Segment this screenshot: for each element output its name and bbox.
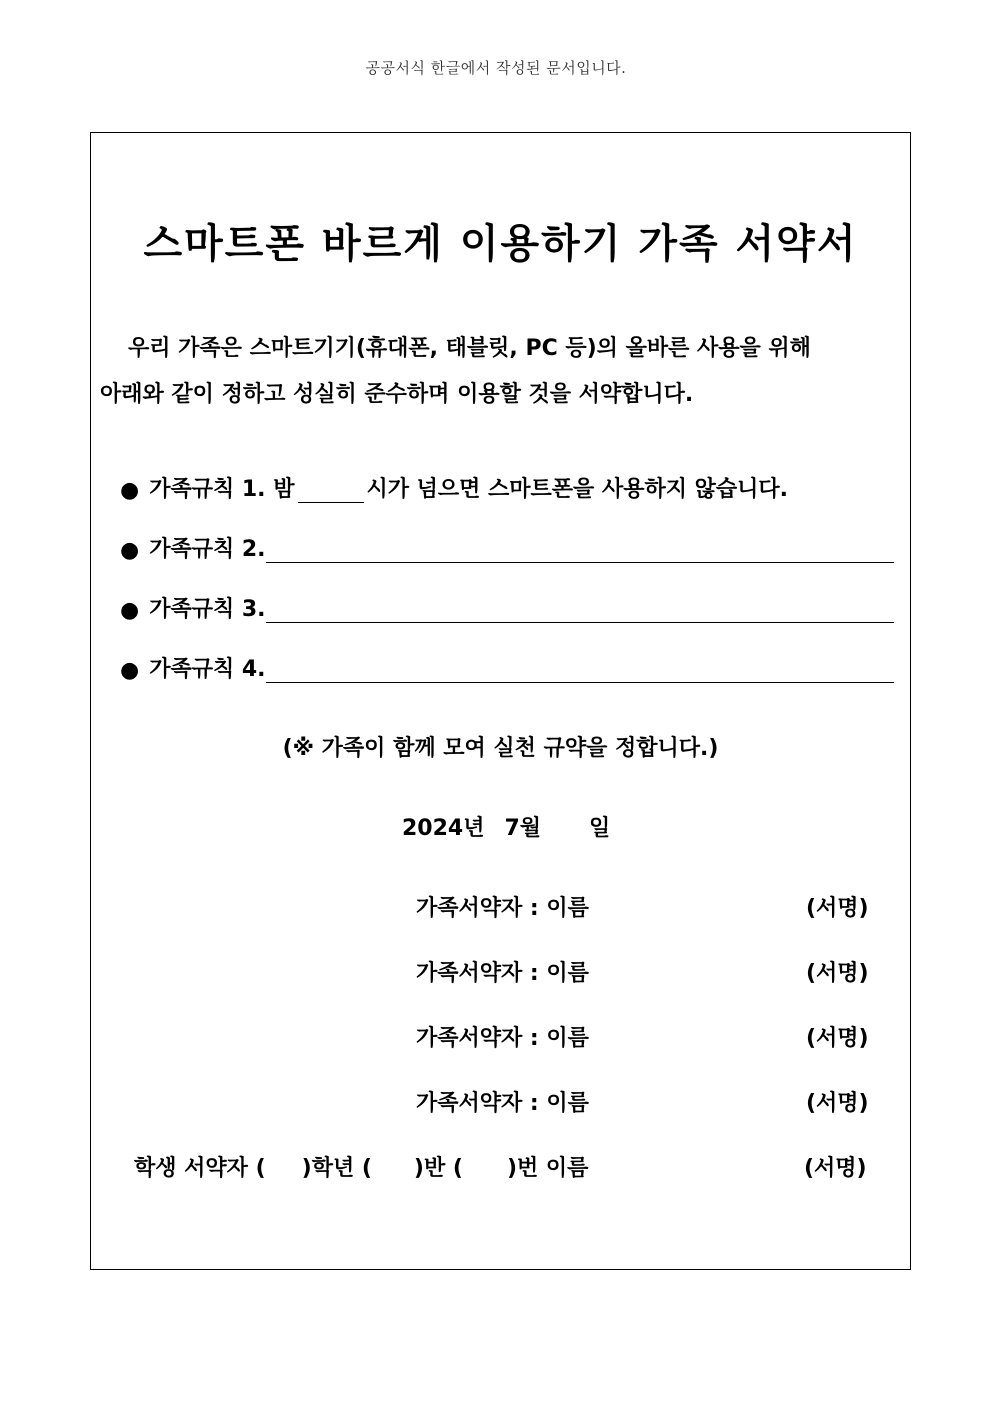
- rule-1-hour-blank[interactable]: [298, 480, 364, 503]
- student-grade-label: )학년 (: [301, 1156, 372, 1181]
- intro-line-2: 아래와 같이 정하고 성실히 준수하며 이용할 것을 서약합니다.: [100, 382, 694, 407]
- family-signer-2-signature[interactable]: (서명): [806, 961, 869, 986]
- rule-3-label: 가족규칙 3.: [149, 597, 266, 622]
- bullet-icon: ●: [120, 538, 140, 563]
- rule-2-label: 가족규칙 2.: [149, 537, 266, 562]
- family-rule-2: [120, 532, 894, 563]
- sign-date: [402, 811, 610, 842]
- family-signer-1: 가족서약자 : 이름: [416, 896, 589, 921]
- rule-2-blank[interactable]: [266, 540, 894, 563]
- header-note: 공공서식 한글에서 작성된 문서입니다.: [365, 59, 627, 77]
- rule-4-label: 가족규칙 4.: [149, 657, 266, 682]
- family-signer-3: 가족서약자 : 이름: [416, 1026, 589, 1051]
- family-signer-3-signature[interactable]: (서명): [806, 1026, 869, 1051]
- family-signer-4-signature[interactable]: (서명): [806, 1091, 869, 1116]
- student-class-label: )반 (: [413, 1156, 463, 1181]
- page-title: 스마트폰 바르게 이용하기 가족 서약서: [143, 221, 858, 267]
- date-month: 7월: [504, 816, 542, 841]
- intro-line-1: 우리 가족은 스마트기기(휴대폰, 태블릿, PC 등)의 올바른 사용을 위해: [128, 336, 811, 361]
- date-day: 일: [589, 816, 611, 841]
- bullet-icon: ●: [120, 478, 140, 503]
- date-year: 2024년: [402, 816, 485, 841]
- bullet-icon: ●: [120, 598, 140, 623]
- rule-1-label: 가족규칙 1. 밤: [149, 477, 295, 502]
- family-signer-4: 가족서약자 : 이름: [416, 1091, 589, 1116]
- family-rule-3: [120, 592, 894, 623]
- practice-note: (※ 가족이 함께 모여 실천 규약을 정합니다.): [282, 736, 719, 761]
- rule-3-blank[interactable]: [266, 600, 894, 623]
- student-signature[interactable]: (서명): [804, 1156, 867, 1181]
- rule-4-blank[interactable]: [266, 660, 894, 683]
- family-signer-2: 가족서약자 : 이름: [416, 961, 589, 986]
- family-rule-4: [120, 652, 894, 683]
- rule-1-suffix: 시가 넘으면 스마트폰을 사용하지 않습니다.: [366, 477, 788, 502]
- family-signer-1-signature[interactable]: (서명): [806, 896, 869, 921]
- student-signer: [134, 1151, 588, 1182]
- student-prefix: 학생 서약자 (: [134, 1156, 266, 1181]
- family-rule-1: [120, 472, 788, 503]
- student-number-label: )번 이름: [506, 1156, 589, 1181]
- bullet-icon: ●: [120, 658, 140, 683]
